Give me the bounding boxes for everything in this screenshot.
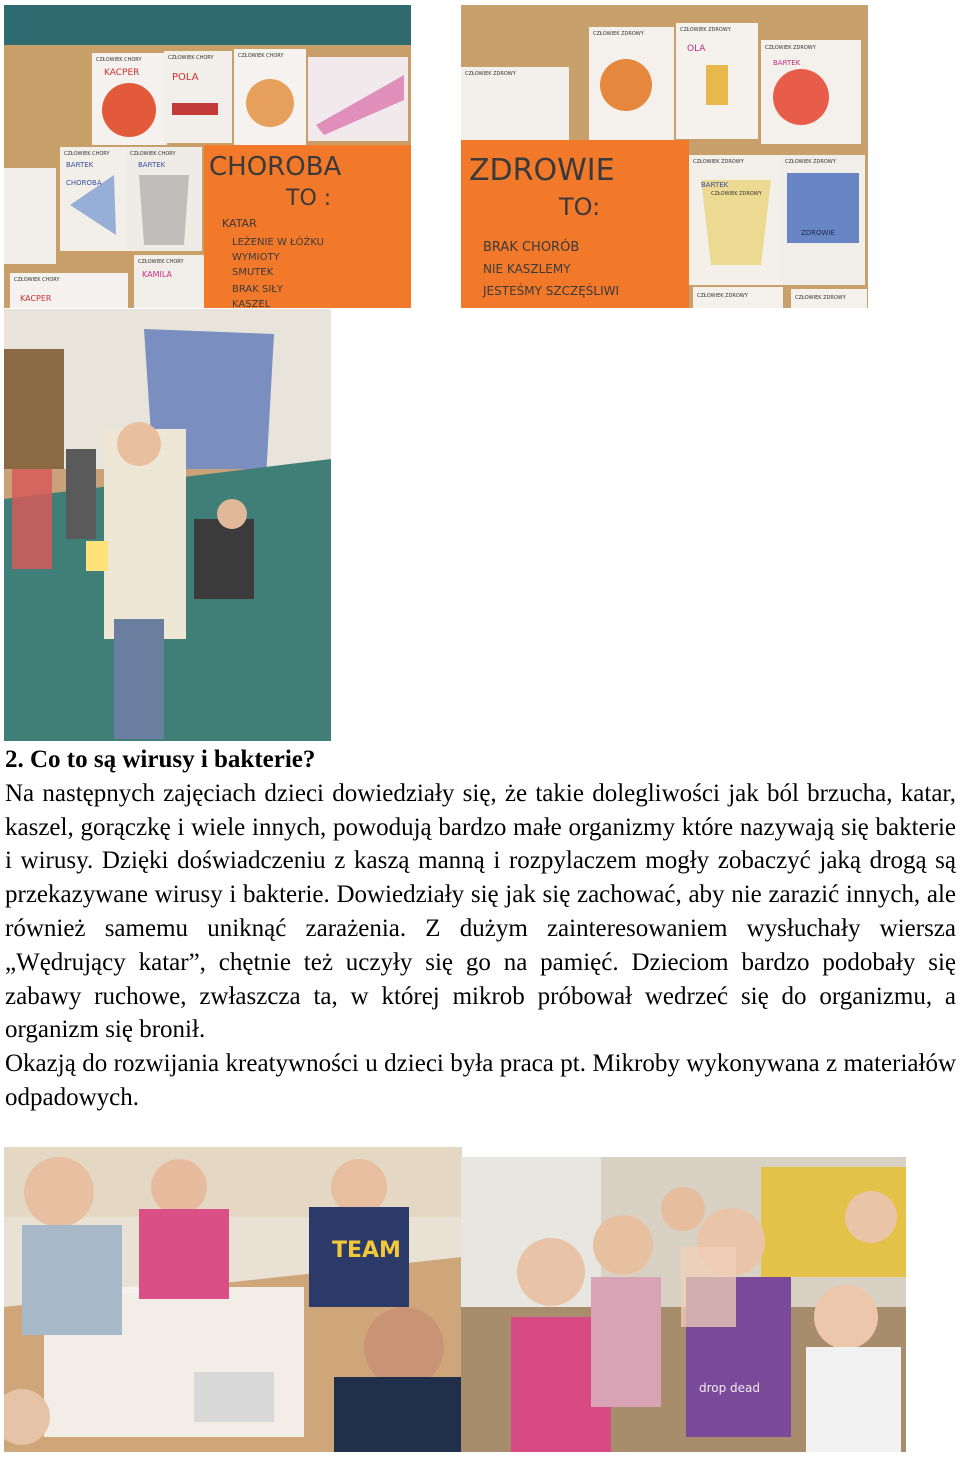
svg-text:CZŁOWIEK ZDROWY: CZŁOWIEK ZDROWY: [785, 159, 836, 165]
svg-text:CZŁOWIEK ZDROWY: CZŁOWIEK ZDROWY: [697, 293, 748, 299]
svg-text:CZŁOWIEK CHORY: CZŁOWIEK CHORY: [14, 277, 60, 283]
paragraph-viruses: Na następnych zajęciach dzieci dowiedziały się, że takie dolegliwości jak ból brzucha, katar, kaszel, gorączkę i wiele innych, powodują bardzo małe organizmy które nazywają się bakterie i wirusy. Dzięki doświadczeniu z kaszą manną i rozpylaczem mogły zobaczyć jaką drogą są przekazywane wirusy i bakterie. Dowiedziały się jak się zachować, aby nie zarazić innych, ale również samemu uniknąć zarażenia. Z dużym zainteresowaniem wysłuchały wiersza „Wędrujący katar”, chętnie też uczyły się go na pamięć. Dzieciom bardzo podobały się zabawy ruchowe, zwłaszcza ta, w której mikrob próbował wedrzeć się do organizmu, a organizm się bronił.: [5, 779, 956, 1044]
svg-text:KASZEL: KASZEL: [232, 299, 271, 308]
svg-text:CZŁOWIEK ZDROWY: CZŁOWIEK ZDROWY: [765, 45, 816, 51]
svg-text:POLA: POLA: [172, 72, 199, 83]
svg-text:CZŁOWIEK CHORY: CZŁOWIEK CHORY: [168, 55, 214, 61]
svg-text:OLA: OLA: [687, 44, 706, 54]
svg-text:drop dead: drop dead: [699, 1381, 761, 1395]
svg-text:JESTEŚMY SZCZĘŚLIWI: JESTEŚMY SZCZĘŚLIWI: [483, 284, 620, 298]
svg-text:KACPER: KACPER: [104, 68, 140, 78]
svg-text:BRAK CHORÓB: BRAK CHORÓB: [483, 240, 580, 255]
svg-text:KACPER: KACPER: [20, 294, 52, 303]
svg-text:BARTEK: BARTEK: [138, 161, 166, 169]
article-text: [5, 743, 956, 1115]
svg-text:CZŁOWIEK CHORY: CZŁOWIEK CHORY: [96, 57, 142, 63]
svg-text:WYMIOTY: WYMIOTY: [232, 252, 280, 263]
svg-text:NIE KASZLEMY: NIE KASZLEMY: [483, 262, 571, 276]
photo-girl-with-candle: [4, 309, 331, 741]
svg-text:LEŻENIE W ŁÓŻKU: LEŻENIE W ŁÓŻKU: [232, 237, 325, 248]
svg-text:CHOROBA: CHOROBA: [66, 179, 102, 187]
svg-text:BARTEK: BARTEK: [701, 181, 729, 189]
photo-children-drawing: [4, 1147, 462, 1452]
section-heading: 2. Co to są wirusy i bakterie?: [5, 746, 316, 773]
photo-zdrowie-poster: [461, 5, 868, 308]
paragraph-creativity: Okazją do rozwijania kreatywności u dzieci była praca pt. Mikroby wykonywana z materiałów odpadowych.: [5, 1050, 956, 1111]
photo-children-group: [461, 1157, 906, 1452]
svg-text:CZŁOWIEK ZDROWY: CZŁOWIEK ZDROWY: [680, 27, 731, 33]
svg-text:BRAK SIŁY: BRAK SIŁY: [232, 284, 284, 295]
svg-text:ZDROWIE: ZDROWIE: [801, 229, 835, 237]
svg-text:CZŁOWIEK ZDROWY: CZŁOWIEK ZDROWY: [465, 71, 516, 77]
svg-text:CZŁOWIEK CHORY: CZŁOWIEK CHORY: [64, 151, 110, 157]
svg-text:KATAR: KATAR: [222, 217, 257, 230]
svg-text:CZŁOWIEK CHORY: CZŁOWIEK CHORY: [238, 53, 284, 59]
svg-text:CHOROBA: CHOROBA: [209, 152, 342, 182]
svg-text:KAMILA: KAMILA: [142, 270, 172, 279]
svg-text:SMUTEK: SMUTEK: [232, 267, 274, 278]
svg-text:TO:: TO:: [559, 193, 601, 221]
svg-text:CZŁOWIEK ZDROWY: CZŁOWIEK ZDROWY: [711, 191, 762, 197]
svg-text:BARTEK: BARTEK: [66, 161, 94, 169]
photo-choroba-poster: [4, 5, 411, 308]
svg-text:CZŁOWIEK ZDROWY: CZŁOWIEK ZDROWY: [795, 295, 846, 301]
svg-text:CZŁOWIEK CHORY: CZŁOWIEK CHORY: [130, 151, 176, 157]
svg-text:BARTEK: BARTEK: [773, 59, 801, 67]
svg-text:CZŁOWIEK ZDROWY: CZŁOWIEK ZDROWY: [693, 159, 744, 165]
svg-text:CZŁOWIEK ZDROWY: CZŁOWIEK ZDROWY: [593, 31, 644, 37]
svg-text:ZDROWIE: ZDROWIE: [469, 153, 615, 188]
svg-text:CZŁOWIEK CHORY: CZŁOWIEK CHORY: [138, 259, 184, 265]
svg-text:TEAM: TEAM: [332, 1238, 401, 1263]
svg-text:TO :: TO :: [286, 186, 332, 211]
